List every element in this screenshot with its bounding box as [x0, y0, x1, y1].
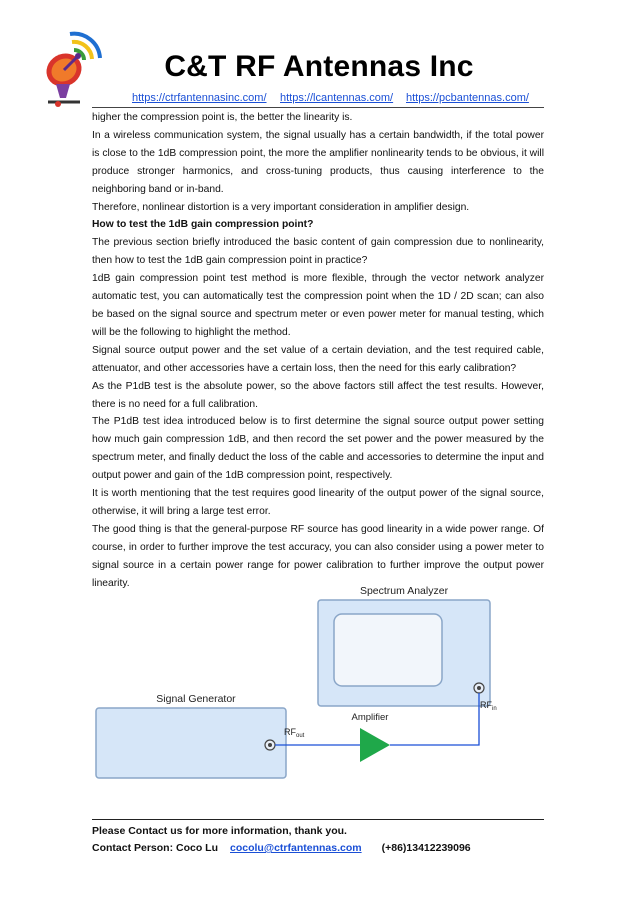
paragraph: In a wireless communication system, the signal usually has a certain bandwidth, if the total power is close to the 1dB compression point, the more the amplifier nonlinearity tends to be obvious, it will produce stronger harmonics, and cross-tuning products, thus causing interference to the neighboring band or in-band.	[92, 129, 544, 195]
amplifier-label: Amplifier	[351, 712, 389, 723]
rf-out-label: $RF_{out}$	[284, 727, 305, 739]
header-divider	[92, 107, 544, 108]
website-link-pcbantennas[interactable]: https://pcbantennas.com/	[406, 92, 529, 104]
test-setup-diagram	[92, 580, 544, 780]
spectrum-analyzer-screen	[334, 614, 442, 686]
signal-generator-box	[96, 708, 286, 778]
paragraph: The P1dB test idea introduced below is to first determine the signal source output power setting how much gain compression 1dB, and then record the set power and the power measured by the spectrum meter, and finally deduct the loss of the cable and accessories to determine the input and output power and gain of the 1dB compression point, respectively.	[92, 416, 544, 482]
paragraph: It is worth mentioning that the test requires good linearity of the output power of the signal source, otherwise, it will bring a large test error.	[92, 488, 544, 517]
company-title: C&T RF Antennas Inc	[164, 50, 474, 83]
paragraph: higher the compression point is, the better the linearity is.	[92, 112, 353, 123]
footer	[92, 823, 471, 857]
contact-person: Contact Person: Coco Lu	[92, 842, 219, 854]
footer-note: Please Contact us for more information, thank you.	[92, 825, 347, 837]
contact-row	[92, 840, 471, 857]
website-link-lcantennas[interactable]: https://lcantennas.com/	[280, 92, 394, 104]
amplifier-icon	[360, 728, 390, 762]
section-heading: How to test the 1dB gain compression point?	[92, 219, 314, 231]
paragraph: Therefore, nonlinear distortion is a very important consideration in amplifier design.	[92, 201, 470, 213]
spectrum-analyzer-label: Spectrum Analyzer	[359, 585, 449, 597]
footer-divider	[92, 819, 544, 820]
contact-email-link[interactable]: cocolu@ctrfantennas.com	[230, 842, 362, 854]
signal-generator-label: Signal Generator	[156, 693, 236, 705]
website-link-ctrfantennasinc[interactable]: https://ctrfantennasinc.com/	[132, 92, 267, 104]
paragraph: The good thing is that the general-purpose RF source has good linearity in a wide power range. Of course, in order to further improve the test accuracy, you can also consider using a power meter to signal source in a certain power range for power calibration to further improve the output power linearity.	[92, 523, 544, 589]
paragraph: 1dB gain compression point test method is more flexible, through the vector network analyzer automatic test, you can automatically test the compression point when the 1D / 2D scan; can also be based on the signal source and spectrum meter or even power meter for manual testing, which will be the following to highlight the method.	[92, 273, 544, 338]
paragraph: Signal source output power and the set value of a certain deviation, and the test required cable, attenuator, and other accessories have a certain loss, then the need for this early calibration?	[92, 344, 544, 374]
rf-in-label: $RF_{in}$	[480, 700, 497, 712]
article-body	[92, 109, 544, 592]
paragraph: As the P1dB test is the absolute power, so the above factors still affect the test results. However, there is no need for a full calibration.	[92, 380, 544, 410]
contact-phone: (+86)13412239096	[381, 842, 471, 854]
paragraph: The previous section briefly introduced the basic content of gain compression due to nonlinearity, then how to test the 1dB gain compression point in practice?	[92, 237, 544, 267]
